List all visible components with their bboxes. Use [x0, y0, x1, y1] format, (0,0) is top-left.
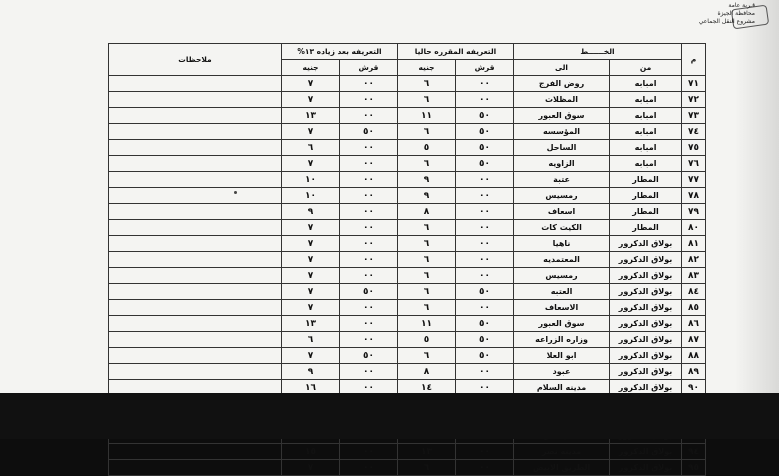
- table-row: [109, 268, 706, 284]
- row-new-piaster-cell: ٠٠: [340, 188, 398, 204]
- row-from-cell: بولاق الدكرور: [610, 444, 682, 460]
- header-current-pound: جنيه: [398, 60, 456, 76]
- row-number-cell: ٨١: [682, 236, 706, 252]
- row-current-pound-cell: ٦: [398, 76, 456, 92]
- row-new-piaster-cell: ٠٠: [340, 380, 398, 396]
- row-number-cell: ٧٤: [682, 124, 706, 140]
- row-current-pound-cell: ٦: [398, 252, 456, 268]
- row-notes-cell: [109, 348, 282, 364]
- row-current-pound-cell: ٦: [398, 284, 456, 300]
- row-new-piaster-cell: ٥٠: [340, 348, 398, 364]
- row-number-cell: ٨٨: [682, 348, 706, 364]
- header-current-piaster: قرش: [456, 60, 514, 76]
- row-notes-cell: [109, 204, 282, 220]
- row-new-piaster-cell: ٠٠: [340, 76, 398, 92]
- table-row: [109, 76, 706, 92]
- row-current-pound-cell: ١١: [398, 108, 456, 124]
- row-current-piaster-cell: ٠٠: [456, 300, 514, 316]
- table-row: [109, 460, 706, 476]
- row-from-cell: امبابه: [610, 108, 682, 124]
- row-notes-cell: [109, 220, 282, 236]
- row-from-cell: بولاق الدكرور: [610, 252, 682, 268]
- row-number-cell: ٧٥: [682, 140, 706, 156]
- row-number-cell: ٨٣: [682, 268, 706, 284]
- row-to-cell: الاسعاف: [514, 300, 610, 316]
- row-to-cell: رمسيس: [514, 268, 610, 284]
- row-notes-cell: [109, 252, 282, 268]
- row-number-cell: ٧٢: [682, 92, 706, 108]
- row-current-pound-cell: ١١: [398, 316, 456, 332]
- row-to-cell: الكيت كات: [514, 220, 610, 236]
- row-to-cell: ابو العلا: [514, 348, 610, 364]
- row-current-piaster-cell: ٠٠: [456, 236, 514, 252]
- row-current-piaster-cell: ٠٠: [456, 268, 514, 284]
- row-new-pound-cell: ٧: [282, 92, 340, 108]
- row-current-piaster-cell: ٠٠: [456, 380, 514, 396]
- row-current-piaster-cell: ٥٠: [456, 316, 514, 332]
- letterhead-line-3: مشروع النقل الجماعي: [698, 18, 755, 25]
- row-from-cell: بولاق الدكرور: [610, 364, 682, 380]
- header-current-fare: التعريفه المقرره حاليا: [398, 44, 514, 60]
- row-new-pound-cell: ٧: [282, 76, 340, 92]
- row-current-pound-cell: ٨: [398, 204, 456, 220]
- row-number-cell: ٧٧: [682, 172, 706, 188]
- table-row: [109, 332, 706, 348]
- row-current-piaster-cell: ٠٠: [456, 460, 514, 476]
- row-new-pound-cell: ٧: [282, 220, 340, 236]
- scan-speck: [234, 191, 237, 194]
- row-new-piaster-cell: ٠٠: [340, 140, 398, 156]
- header-route: الخــــــط: [514, 44, 682, 60]
- row-number-cell: ٨٠: [682, 220, 706, 236]
- row-to-cell: مدينه السلام: [514, 380, 610, 396]
- row-new-pound-cell: ٦: [282, 140, 340, 156]
- row-to-cell: المعتمديه: [514, 252, 610, 268]
- row-to-cell: اسعاف: [514, 204, 610, 220]
- table-row: [109, 92, 706, 108]
- table-row: [109, 188, 706, 204]
- row-number-cell: ٨٤: [682, 284, 706, 300]
- row-notes-cell: [109, 188, 282, 204]
- table-row: [109, 236, 706, 252]
- row-current-pound-cell: ١٣: [398, 444, 456, 460]
- row-to-cell: عبود: [514, 364, 610, 380]
- header-num: م: [682, 44, 706, 76]
- row-notes-cell: [109, 444, 282, 460]
- row-notes-cell: [109, 92, 282, 108]
- row-to-cell: الزاويه: [514, 156, 610, 172]
- row-new-piaster-cell: ٠٠: [340, 108, 398, 124]
- row-new-pound-cell: ٧: [282, 268, 340, 284]
- row-from-cell: بولاق الدكرور: [610, 380, 682, 396]
- row-number-cell: ٧٨: [682, 188, 706, 204]
- header-notes: ملاحظات: [109, 44, 282, 76]
- row-new-pound-cell: ٧: [282, 348, 340, 364]
- row-number-cell: ٧٦: [682, 156, 706, 172]
- row-from-cell: بولاق الدكرور: [610, 316, 682, 332]
- row-new-pound-cell: ١٥: [282, 444, 340, 460]
- row-current-pound-cell: ١٤: [398, 380, 456, 396]
- row-current-piaster-cell: ٠٠: [456, 220, 514, 236]
- letterhead: [665, 2, 755, 26]
- row-notes-cell: [109, 172, 282, 188]
- row-from-cell: المطار: [610, 204, 682, 220]
- page-shadow: [735, 0, 779, 393]
- row-new-piaster-cell: ٥٠: [340, 284, 398, 300]
- row-new-piaster-cell: ٠٠: [340, 156, 398, 172]
- row-notes-cell: [109, 236, 282, 252]
- row-new-piaster-cell: ٠٠: [340, 460, 398, 476]
- row-number-cell: ٩٤: [682, 444, 706, 460]
- row-current-pound-cell: ٦: [398, 348, 456, 364]
- row-to-cell: عتبة: [514, 172, 610, 188]
- table-row: [109, 300, 706, 316]
- row-current-piaster-cell: ٥٠: [456, 348, 514, 364]
- row-new-pound-cell: ١٣: [282, 108, 340, 124]
- row-current-pound-cell: ٦: [398, 460, 456, 476]
- row-new-piaster-cell: ٠٠: [340, 268, 398, 284]
- row-new-pound-cell: ٩: [282, 204, 340, 220]
- table-row: [109, 284, 706, 300]
- row-new-piaster-cell: ٠٠: [340, 172, 398, 188]
- row-notes-cell: [109, 364, 282, 380]
- row-to-cell: مدينه نصر: [514, 444, 610, 460]
- row-from-cell: امبابه: [610, 156, 682, 172]
- row-current-pound-cell: ٦: [398, 124, 456, 140]
- row-current-pound-cell: ٦: [398, 220, 456, 236]
- row-new-piaster-cell: ٠٠: [340, 92, 398, 108]
- row-current-piaster-cell: ٠٠: [456, 92, 514, 108]
- table-row: [109, 124, 706, 140]
- row-from-cell: بولاق الدكرور: [610, 268, 682, 284]
- table-row: [109, 108, 706, 124]
- row-notes-cell: [109, 460, 282, 476]
- row-to-cell: رمسيس: [514, 188, 610, 204]
- row-new-piaster-cell: ٠٠: [340, 444, 398, 460]
- table-row: [109, 252, 706, 268]
- row-current-piaster-cell: ٠٠: [456, 252, 514, 268]
- header-new-pound: جنيه: [282, 60, 340, 76]
- row-number-cell: ٩٠: [682, 380, 706, 396]
- row-new-pound-cell: ٧: [282, 300, 340, 316]
- letterhead-line-1: قـرية عامة: [728, 2, 755, 9]
- row-number-cell: ٨٢: [682, 252, 706, 268]
- table-row: [109, 220, 706, 236]
- table-row: [109, 316, 706, 332]
- row-new-piaster-cell: ٠٠: [340, 300, 398, 316]
- row-new-piaster-cell: ٠٠: [340, 204, 398, 220]
- row-current-pound-cell: ٩: [398, 172, 456, 188]
- row-new-pound-cell: ٩: [282, 364, 340, 380]
- row-number-cell: ٩٥: [682, 460, 706, 476]
- row-current-piaster-cell: ٠٠: [456, 204, 514, 220]
- table-row: [109, 156, 706, 172]
- row-number-cell: ٨٥: [682, 300, 706, 316]
- row-notes-cell: [109, 108, 282, 124]
- bottom-black-band: [0, 393, 779, 439]
- row-new-piaster-cell: ٠٠: [340, 332, 398, 348]
- row-new-piaster-cell: ٠٠: [340, 364, 398, 380]
- row-new-pound-cell: ١٠: [282, 172, 340, 188]
- row-current-piaster-cell: ٠٠: [456, 364, 514, 380]
- row-current-pound-cell: ٦: [398, 268, 456, 284]
- row-new-piaster-cell: ٠٠: [340, 220, 398, 236]
- table-row: [109, 204, 706, 220]
- row-number-cell: ٧١: [682, 76, 706, 92]
- row-new-piaster-cell: ٠٠: [340, 316, 398, 332]
- row-number-cell: ٧٣: [682, 108, 706, 124]
- table-row: [109, 172, 706, 188]
- row-new-pound-cell: ١٦: [282, 380, 340, 396]
- row-notes-cell: [109, 268, 282, 284]
- row-number-cell: ٨٧: [682, 332, 706, 348]
- row-new-pound-cell: ٧: [282, 252, 340, 268]
- row-current-pound-cell: ٦: [398, 92, 456, 108]
- row-from-cell: امبابه: [610, 124, 682, 140]
- row-current-pound-cell: ٨: [398, 364, 456, 380]
- row-notes-cell: [109, 316, 282, 332]
- row-current-piaster-cell: ٥٠: [456, 108, 514, 124]
- row-current-pound-cell: ٥: [398, 140, 456, 156]
- row-to-cell: ناهيا: [514, 236, 610, 252]
- row-from-cell: بولاق الدكرور: [610, 300, 682, 316]
- row-to-cell: الطريق الابيض: [514, 460, 610, 476]
- row-current-piaster-cell: ٠٠: [456, 444, 514, 460]
- table-row: [109, 348, 706, 364]
- row-from-cell: امبابه: [610, 92, 682, 108]
- header-from: من: [610, 60, 682, 76]
- row-new-pound-cell: ٧: [282, 460, 340, 476]
- row-current-pound-cell: ٦: [398, 156, 456, 172]
- table-row: [109, 364, 706, 380]
- table-row: [109, 444, 706, 460]
- row-current-pound-cell: ٥: [398, 332, 456, 348]
- row-current-piaster-cell: ٥٠: [456, 332, 514, 348]
- row-to-cell: وزاره الزراعه: [514, 332, 610, 348]
- row-notes-cell: [109, 300, 282, 316]
- row-from-cell: بولاق الدكرور: [610, 284, 682, 300]
- header-new-fare: التعريفه بعد زياده ١٣%: [282, 44, 398, 60]
- row-number-cell: ٨٩: [682, 364, 706, 380]
- row-current-piaster-cell: ٠٠: [456, 172, 514, 188]
- row-notes-cell: [109, 332, 282, 348]
- row-new-pound-cell: ٧: [282, 156, 340, 172]
- header-new-piaster: قرش: [340, 60, 398, 76]
- row-from-cell: بولاق الدكرور: [610, 460, 682, 476]
- row-notes-cell: [109, 140, 282, 156]
- row-new-pound-cell: ١٣: [282, 316, 340, 332]
- row-current-piaster-cell: ٠٠: [456, 188, 514, 204]
- row-new-pound-cell: ١٠: [282, 188, 340, 204]
- row-current-piaster-cell: ٥٠: [456, 284, 514, 300]
- row-new-pound-cell: ٧: [282, 236, 340, 252]
- row-number-cell: ٨٦: [682, 316, 706, 332]
- row-from-cell: المطار: [610, 188, 682, 204]
- row-notes-cell: [109, 156, 282, 172]
- row-from-cell: بولاق الدكرور: [610, 236, 682, 252]
- row-from-cell: امبابه: [610, 140, 682, 156]
- row-new-pound-cell: ٧: [282, 284, 340, 300]
- row-current-piaster-cell: ٥٠: [456, 156, 514, 172]
- row-new-pound-cell: ٦: [282, 332, 340, 348]
- row-from-cell: امبابه: [610, 76, 682, 92]
- row-to-cell: الساحل: [514, 140, 610, 156]
- letterhead-line-2: محافظة الجيزة: [717, 10, 755, 17]
- row-new-piaster-cell: ٠٠: [340, 236, 398, 252]
- row-new-piaster-cell: ٠٠: [340, 252, 398, 268]
- row-from-cell: بولاق الدكرور: [610, 332, 682, 348]
- row-to-cell: سوق العبور: [514, 316, 610, 332]
- row-new-pound-cell: ٧: [282, 124, 340, 140]
- row-current-pound-cell: ٦: [398, 236, 456, 252]
- row-number-cell: ٧٩: [682, 204, 706, 220]
- table-row: [109, 140, 706, 156]
- row-current-piaster-cell: ٥٠: [456, 140, 514, 156]
- row-new-piaster-cell: ٥٠: [340, 124, 398, 140]
- row-current-pound-cell: ٩: [398, 188, 456, 204]
- row-from-cell: بولاق الدكرور: [610, 348, 682, 364]
- row-from-cell: المطار: [610, 172, 682, 188]
- row-to-cell: المؤسسه: [514, 124, 610, 140]
- row-to-cell: سوق العبور: [514, 108, 610, 124]
- header-to: الى: [514, 60, 610, 76]
- row-to-cell: المظلات: [514, 92, 610, 108]
- row-current-piaster-cell: ٥٠: [456, 124, 514, 140]
- row-from-cell: المطار: [610, 220, 682, 236]
- row-notes-cell: [109, 76, 282, 92]
- row-to-cell: روض الفرج: [514, 76, 610, 92]
- row-notes-cell: [109, 124, 282, 140]
- row-current-piaster-cell: ٠٠: [456, 76, 514, 92]
- row-notes-cell: [109, 284, 282, 300]
- row-current-pound-cell: ٦: [398, 300, 456, 316]
- row-to-cell: العتبه: [514, 284, 610, 300]
